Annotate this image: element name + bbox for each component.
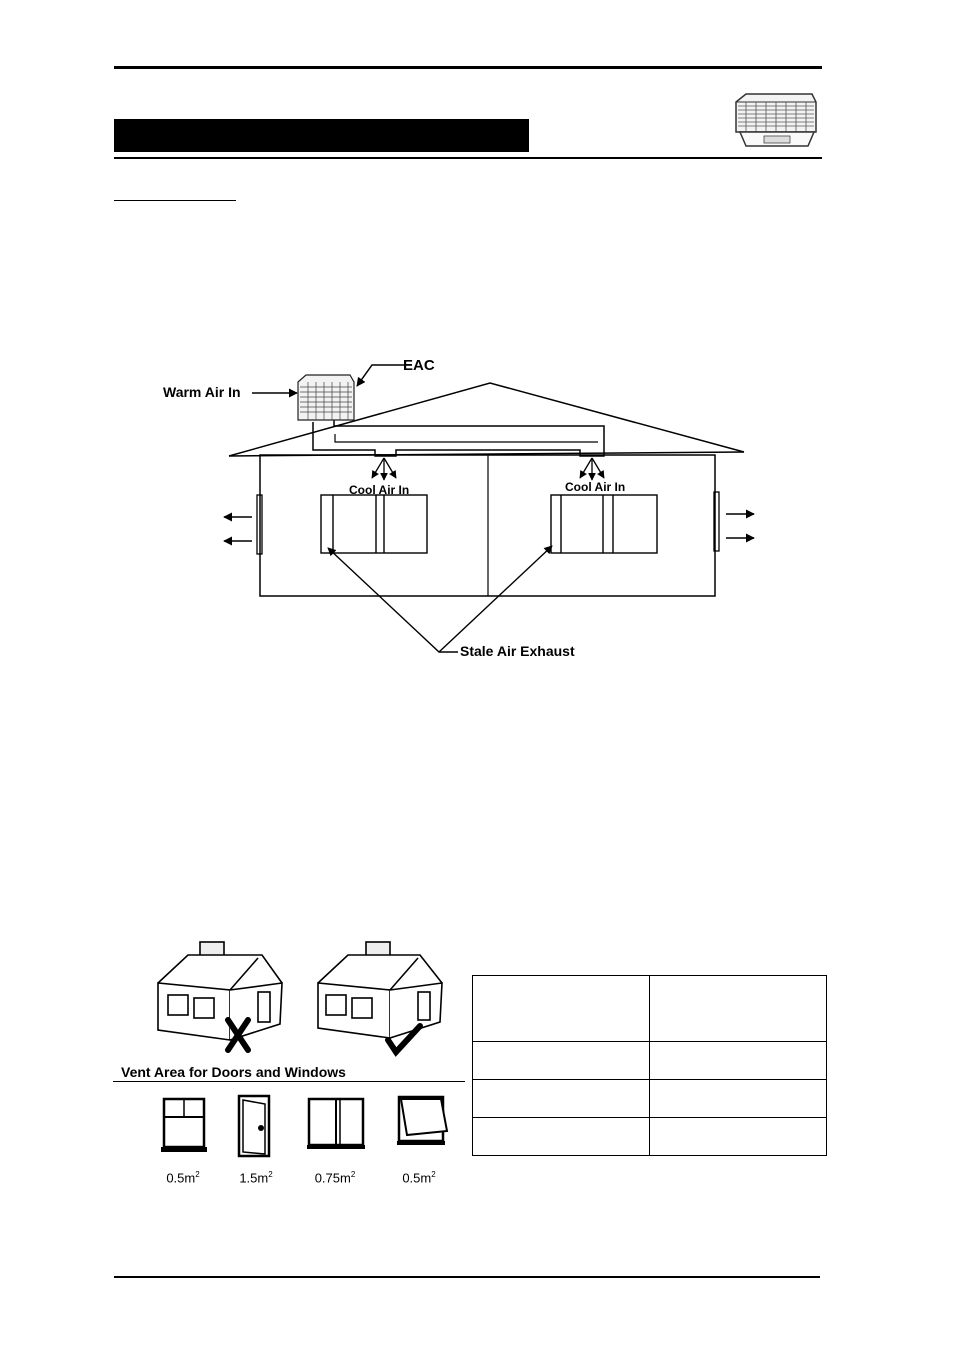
header-bottom-rule <box>114 157 822 159</box>
eac-unit-icon <box>298 375 354 420</box>
eac-label: EAC <box>403 357 435 374</box>
table-cell <box>473 976 650 1042</box>
warm-air-in-label: Warm Air In <box>163 384 241 400</box>
table-cell <box>650 976 827 1042</box>
vent-value-sash-window: $0.5m^2$ <box>166 1170 200 1186</box>
vent-value-door: $1.5m^2$ <box>239 1170 273 1186</box>
house-ventilated-icon <box>318 942 442 1038</box>
cool-air-in-left-label: Cool Air In <box>349 483 410 497</box>
vent-requirement-table <box>472 975 827 1156</box>
table-cell <box>650 1118 827 1156</box>
section-title-bar <box>114 119 529 152</box>
window-right <box>551 495 657 553</box>
sash-window-icon <box>159 1095 209 1155</box>
sliding-window-icon <box>305 1095 367 1155</box>
awning-window-icon <box>393 1093 453 1153</box>
section-heading-underline <box>114 200 236 201</box>
table-cell <box>650 1080 827 1118</box>
cool-air-arrows-left <box>372 458 396 480</box>
cooler-unit-logo <box>726 88 822 156</box>
cool-air-in-right-label: Cool Air In <box>565 480 626 494</box>
table-row <box>473 976 827 1042</box>
vent-value-sliding-window: $0.75m^2$ <box>314 1170 356 1186</box>
vent-area-rule <box>113 1081 465 1082</box>
table-cell <box>473 1080 650 1118</box>
exhaust-arrows-left <box>224 517 252 541</box>
stale-air-pointers <box>328 546 552 652</box>
stale-air-exhaust-label: Stale Air Exhaust <box>460 643 575 659</box>
vent-area-heading: Vent Area for Doors and Windows <box>121 1064 346 1080</box>
header-top-rule <box>114 66 822 69</box>
table-row <box>473 1042 827 1080</box>
table-row <box>473 1118 827 1156</box>
house-closed-icon <box>158 942 282 1040</box>
air-duct <box>313 408 604 456</box>
table-cell <box>473 1118 650 1156</box>
table-cell <box>650 1042 827 1080</box>
table-row <box>473 1080 827 1118</box>
window-left <box>321 495 427 553</box>
cool-air-arrows-right <box>580 458 604 480</box>
table-cell <box>473 1042 650 1080</box>
vent-value-awning-window: $0.5m^2$ <box>402 1170 436 1186</box>
ventilation-houses-illustration <box>150 938 450 1058</box>
door-icon <box>233 1092 277 1160</box>
exhaust-arrows-right <box>726 514 754 538</box>
house-airflow-diagram <box>150 350 770 670</box>
footer-rule <box>114 1276 820 1278</box>
